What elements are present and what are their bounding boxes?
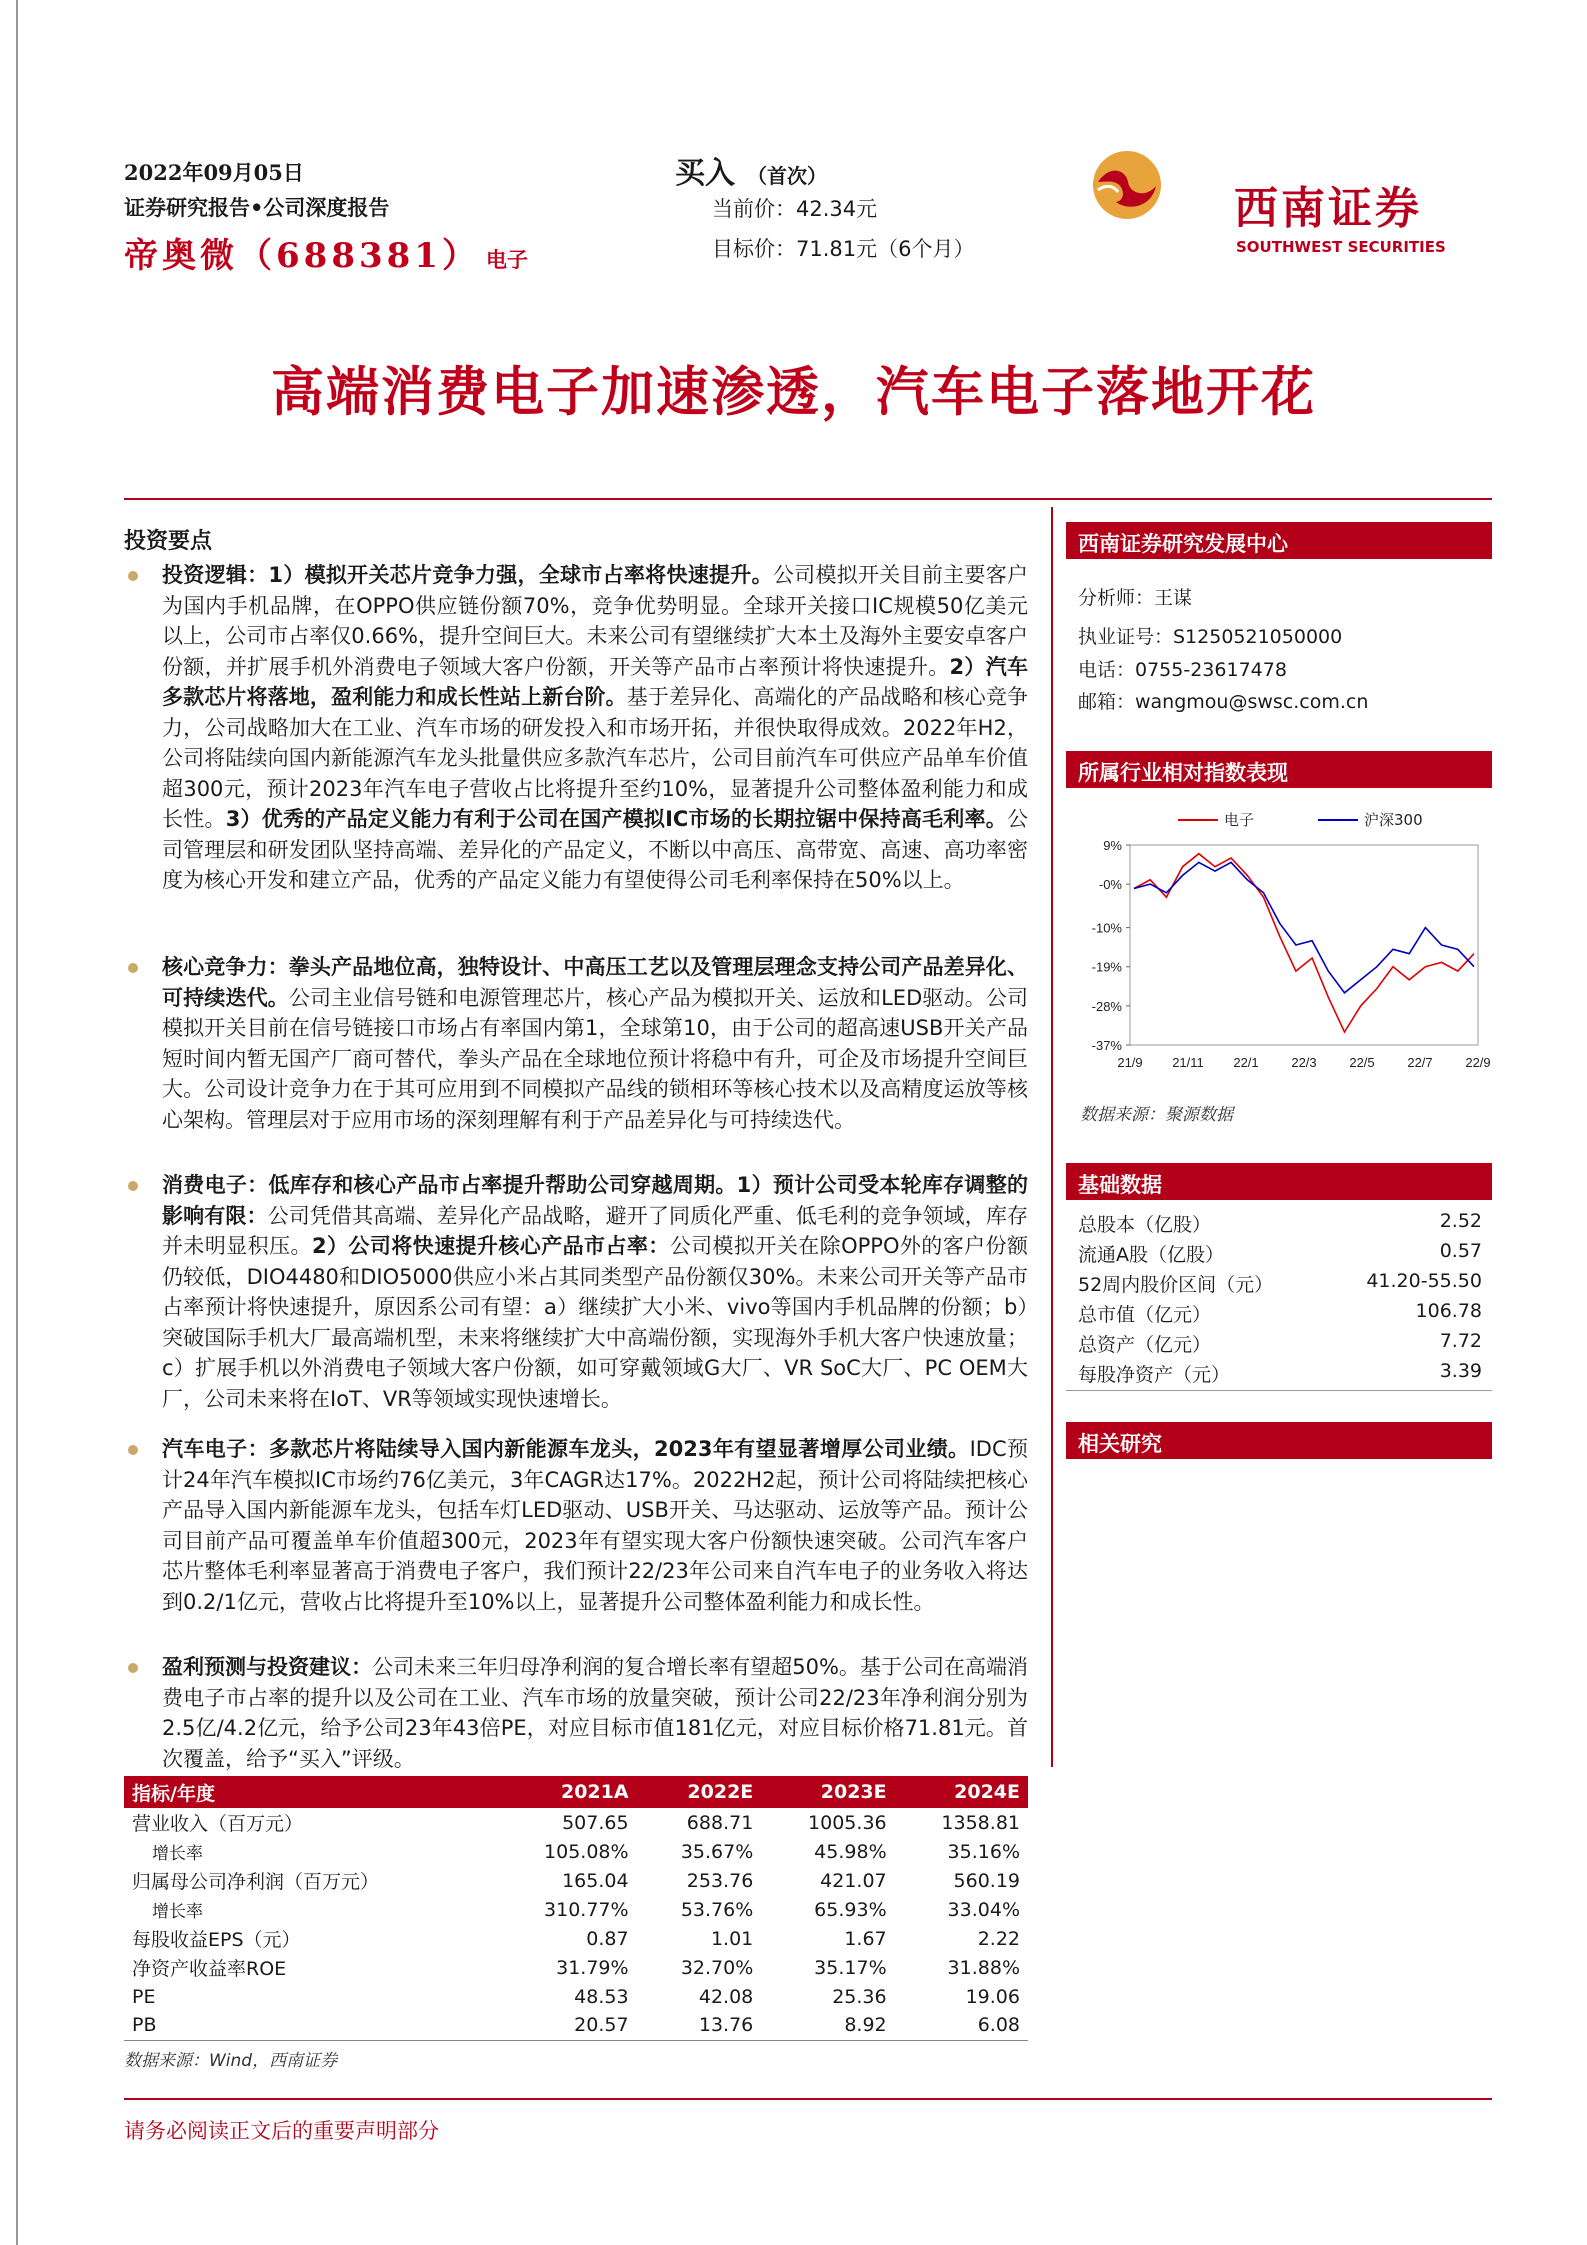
y-tick-label: 9%: [1103, 838, 1122, 853]
table-cell: 32.70%: [680, 1956, 754, 1979]
table-row-label: 增长率: [152, 1902, 203, 1922]
table-cell: 2.22: [977, 1927, 1020, 1950]
table-row: [124, 1837, 1028, 1866]
relative-index-chart: [1068, 800, 1491, 1070]
series-line: [1134, 862, 1474, 992]
y-tick-label: -19%: [1091, 959, 1122, 975]
p3-text-1: 公司凭借其高端、差异化产品战略，避开了同质化严重、低毛利的竞争领域，库存并未明显积压。: [162, 1203, 1028, 1258]
bullet-icon: [128, 963, 138, 973]
table-header-cell: 指标/年度: [124, 1776, 495, 1808]
p2-bold: 核心竞争力：拳头产品地位高，独特设计、中高压工艺以及管理层理念支持公司产品差异化、可持续迭代。: [162, 955, 1028, 1010]
chart-axes: [1092, 838, 1491, 1070]
y-tick-label: -0%: [1098, 877, 1122, 893]
table-row: [124, 1866, 1028, 1895]
p1-bold-1: 投资逻辑：1）模拟开关芯片竞争力强，全球市占率将快速提升。: [162, 563, 773, 587]
x-tick-label: 22/3: [1291, 1055, 1317, 1070]
company-name-text: 帝奥微（688381）: [124, 236, 480, 276]
table-row-label: 归属母公司净利润（百万元）: [132, 1871, 380, 1893]
page-left-rule: [16, 0, 18, 2245]
chart-legend: [1178, 811, 1423, 829]
table-row: [124, 1982, 1028, 2011]
table-cell: 1.01: [710, 1927, 754, 1950]
table-cell: 53.76%: [680, 1898, 754, 1921]
basic-data-label: 流通A股（亿股）: [1078, 1244, 1224, 1266]
section-title: 投资要点: [124, 528, 213, 554]
paragraph-consumer-electronics: [162, 1170, 1028, 1414]
table-cell: 31.79%: [556, 1956, 629, 1979]
x-tick-label: 22/5: [1349, 1055, 1375, 1070]
table-row-label: PE: [132, 1985, 156, 2008]
p3-bold-1: 消费电子：低库存和核心产品市占率提升帮助公司穿越周期。1）预计公司受本轮库存调整的影响有限：: [162, 1173, 1028, 1228]
footer-divider: [124, 2098, 1492, 2100]
table-header-cell: 2021A: [495, 1776, 637, 1808]
basic-data-label: 总股本（亿股）: [1078, 1214, 1212, 1236]
table-cell: 507.65: [562, 1811, 629, 1834]
y-tick-label: -28%: [1091, 998, 1122, 1014]
basic-data-label: 每股净资产（元）: [1078, 1364, 1231, 1386]
table-cell: 33.04%: [947, 1898, 1020, 1921]
logo-text-en: SOUTHWEST SECURITIES: [1236, 238, 1446, 256]
x-tick-label: 22/9: [1465, 1055, 1491, 1070]
table-cell: 6.08: [895, 2011, 1028, 2040]
table-cell: 20.57: [495, 2011, 637, 2040]
paragraph-forecast: [162, 1652, 1028, 1774]
table-row-label: 净资产收益率ROE: [132, 1958, 287, 1980]
table-cell: 253.76: [686, 1869, 754, 1892]
logo-text-cn: 西南证券: [1234, 183, 1422, 234]
p1-text-1: 公司模拟开关目前主要客户为国内手机品牌，在OPPO供应链份额70%，竞争优势明显。全球开关接口IC规模50亿美元以上，公司市占率仅0.66%，提升空间巨大。未来公司有望继续扩大本土及海外主要安卓客户份额，并扩展手机外消费电子领域大客户份额，开关等产品市占率预计将快速提升。: [162, 563, 1029, 679]
company-name: [124, 228, 528, 277]
target-price: 目标价：71.81元（6个月）: [712, 237, 975, 261]
table-row-label: PB: [124, 2011, 495, 2040]
basic-data-row: [1078, 1270, 1482, 1297]
paragraph-core-competence: [162, 952, 1028, 1135]
p2-text: 公司主业信号链和电源管理芯片，核心产品为模拟开关、运放和LED驱动。公司模拟开关目前在信号链接口市场占有率国内第1，全球第10，由于公司的超高速USB开关产品短时间内暂无国产厂商可替代，拳头产品在全球地位预计将稳中有升，可企及市场提升空间巨大。公司设计竞争力在于其可应用到不同模拟产品线的锁相环等核心技术以及高精度运放等核心架构。管理层对于应用市场的深刻理解有利于产品差异化与可持续迭代。: [162, 985, 1028, 1132]
table-row: [124, 2011, 1028, 2040]
basic-data-value: 2.52: [1439, 1210, 1482, 1232]
rating-note: （首次）: [747, 164, 827, 188]
table-cell: 688.71: [686, 1811, 754, 1834]
legend-label: 沪深300: [1364, 811, 1423, 829]
basic-data-value: 7.72: [1439, 1330, 1482, 1352]
paragraph-investment-logic: [162, 560, 1028, 896]
table-cell: 19.06: [965, 1985, 1020, 2008]
basic-data-value: 0.57: [1439, 1240, 1482, 1262]
basic-data-value: 106.78: [1415, 1300, 1482, 1322]
basic-data-row: [1078, 1240, 1482, 1267]
analyst-name: 分析师：王谋: [1078, 587, 1193, 609]
table-cell: 8.92: [761, 2011, 894, 2040]
company-logo-icon: [1092, 150, 1162, 220]
table-cell: 25.36: [832, 1985, 887, 2008]
table-cell: 35.16%: [947, 1840, 1020, 1863]
report-type: 证券研究报告•公司深度报告: [124, 195, 390, 220]
p1-text-3: 公司管理层和研发团队坚持高端、差异化的产品定义，不断以中高压、高带宽、高速、高功率密度为核心开发和建立产品，优秀的产品定义能力有望使得公司毛利率保持在50%以上。: [162, 807, 1028, 892]
table-row-label: 增长率: [152, 1844, 203, 1864]
p1-bold-3: 3）优秀的产品定义能力有利于公司在国产模拟IC市场的长期拉锯中保持高毛利率。: [225, 807, 1007, 831]
analyst-email[interactable]: 邮箱：wangmou@swsc.com.cn: [1078, 691, 1369, 713]
p5-bold: 盈利预测与投资建议：: [162, 1655, 373, 1679]
table-cell: 42.08: [698, 1985, 754, 2008]
paragraph-auto-electronics: [162, 1434, 1028, 1617]
table-cell: 310.77%: [544, 1898, 629, 1921]
table-header-cell: 2022E: [637, 1776, 762, 1808]
main-title: 高端消费电子加速渗透，汽车电子落地开花: [271, 361, 1316, 423]
table-cell: 1358.81: [941, 1811, 1020, 1834]
x-tick-label: 21/9: [1117, 1055, 1143, 1070]
column-divider: [1051, 507, 1053, 1767]
table-row: [124, 1953, 1028, 1982]
sidebar-basic-title: 基础数据: [1066, 1163, 1492, 1200]
p4-bold: 汽车电子：多款芯片将陆续导入国内新能源车龙头，2023年有望显著增厚公司业绩。: [162, 1437, 970, 1461]
chart-source: 数据来源：聚源数据: [1080, 1105, 1233, 1125]
x-tick-label: 21/11: [1172, 1055, 1204, 1070]
p3-text-2: 公司模拟开关在除OPPO外的客户份额仍较低，DIO4480和DIO5000供应小米占其同类型产品份额仅30%。未来公司开关等产品市占率预计将快速提升，原因系公司有望：a）继续扩大小米、vivo等国内手机品牌的份额；b）突破国际手机大厂最高端机型，未来将继续扩大中高端份额，实现海外手机大客户快速放量；c）扩展手机以外消费电子领域大客户份额，如可穿戴领域G大厂、VR SoC大厂、PC OEM大厂，公司未来将在IoT、VR等领域实现快速增长。: [162, 1234, 1028, 1411]
p5-text: 公司未来三年归母净利润的复合增长率有望超50%。基于公司在高端消费电子市占率的提升以及公司在工业、汽车市场的放量突破，预计公司22/23年净利润分别为2.5亿/4.2亿元，给予公司23年43倍PE，对应目标市值181亿元，对应目标价格71.81元。首次覆盖，给予“买入”评级。: [162, 1655, 1028, 1771]
current-price: 当前价：42.34元: [712, 197, 878, 221]
table-row: [124, 1895, 1028, 1924]
sidebar-perf-title: 所属行业相对指数表现: [1066, 751, 1492, 788]
bullet-icon: [128, 1181, 138, 1191]
sidebar-related-title: 相关研究: [1066, 1422, 1492, 1459]
basic-data-value: 3.39: [1439, 1360, 1482, 1382]
table-header-row: [124, 1776, 1028, 1808]
table-cell: 45.98%: [814, 1840, 887, 1863]
basic-data-row: [1078, 1330, 1482, 1357]
table-header-cell: 2023E: [761, 1776, 894, 1808]
table-cell: 165.04: [562, 1869, 629, 1892]
table-cell: 13.76: [637, 2011, 762, 2040]
sidebar-research-center: 西南证券研究发展中心: [1066, 522, 1492, 559]
rating-value: 买入: [675, 156, 735, 191]
y-tick-label: -37%: [1091, 1038, 1122, 1053]
analyst-phone: 电话：0755-23617478: [1078, 659, 1287, 681]
basic-data-row: [1078, 1300, 1482, 1327]
x-tick-label: 22/1: [1233, 1055, 1259, 1070]
p1-bold-2: 2）汽车多款芯片将落地，盈利能力和成长性站上新台阶。: [162, 654, 1028, 709]
footer-disclaimer: 请务必阅读正文后的重要声明部分: [124, 2119, 439, 2143]
bullet-icon: [128, 1663, 138, 1673]
basic-data-label: 总市值（亿元）: [1078, 1304, 1212, 1326]
x-tick-label: 22/7: [1407, 1055, 1433, 1070]
financial-table: [124, 1776, 1028, 2041]
p4-text: IDC预计24年汽车模拟IC市场约76亿美元，3年CAGR达17%。2022H2起，预计公司将陆续把核心产品导入国内新能源车龙头，包括车灯LED驱动、USB开关、马达驱动、运放等产品。预计公司目前产品可覆盖单车价值超300元，2023年有望实现大客户份额快速突破。公司汽车客户芯片整体毛利率显著高于消费电子客户，我们预计22/23年公司来自汽车电子的业务收入将达到0.2/1亿元，营收占比将提升至10%以上，显著提升公司整体盈利能力和成长性。: [162, 1437, 1028, 1614]
table-cell: 35.67%: [680, 1840, 754, 1863]
table-row-label: 营业收入（百万元）: [132, 1813, 304, 1835]
table-row: [124, 1808, 1028, 1837]
table-cell: 105.08%: [544, 1840, 629, 1863]
analyst-license: 执业证号：S1250521050000: [1078, 626, 1343, 648]
bullet-icon: [128, 1445, 138, 1455]
basic-data-value: 41.20-55.50: [1366, 1270, 1482, 1292]
table-cell: 1.67: [844, 1927, 887, 1950]
basic-data-label: 总资产（亿元）: [1078, 1334, 1212, 1356]
table-cell: 0.87: [586, 1927, 629, 1950]
table-row: [124, 1924, 1028, 1953]
table-cell: 560.19: [953, 1869, 1020, 1892]
table-cell: 421.07: [820, 1869, 887, 1892]
basic-data-row: [1078, 1210, 1482, 1237]
table-source: 数据来源：Wind，西南证券: [124, 2051, 338, 2071]
basic-data-divider: [1066, 1390, 1492, 1391]
industry-label: 电子: [485, 247, 528, 272]
title-divider: [124, 498, 1492, 500]
p3-bold-2: 2）公司将快速提升核心产品市占率：: [311, 1234, 670, 1258]
basic-data-label: 52周内股价区间（元）: [1078, 1274, 1274, 1296]
p1-text-2: 基于差异化、高端化的产品战略和核心竞争力，公司战略加大在工业、汽车市场的研发投入和市场开拓，并很快取得成效。2022年H2，公司将陆续向国内新能源汽车龙头批量供应多款汽车芯片，公司目前汽车可供应产品单车价值超300元，预计2023年汽车电子营收占比将提升至约10%，显著提升公司整体盈利能力和成长性。: [162, 685, 1028, 831]
table-cell: 48.53: [574, 1985, 629, 2008]
table-row-label: 每股收益EPS（元）: [132, 1929, 301, 1951]
bullet-icon: [128, 571, 138, 581]
table-cell: 65.93%: [814, 1898, 887, 1921]
table-cell: 35.17%: [814, 1956, 887, 1979]
table-cell: 1005.36: [808, 1811, 887, 1834]
chart-lines: [1134, 854, 1474, 1032]
table-cell: 31.88%: [947, 1956, 1020, 1979]
y-tick-label: -10%: [1091, 920, 1122, 936]
table-header-cell: 2024E: [895, 1776, 1028, 1808]
report-date: 2022年09月05日: [124, 160, 304, 185]
rating: [675, 148, 827, 192]
basic-data-row: [1078, 1360, 1482, 1387]
legend-label: 电子: [1224, 811, 1255, 829]
